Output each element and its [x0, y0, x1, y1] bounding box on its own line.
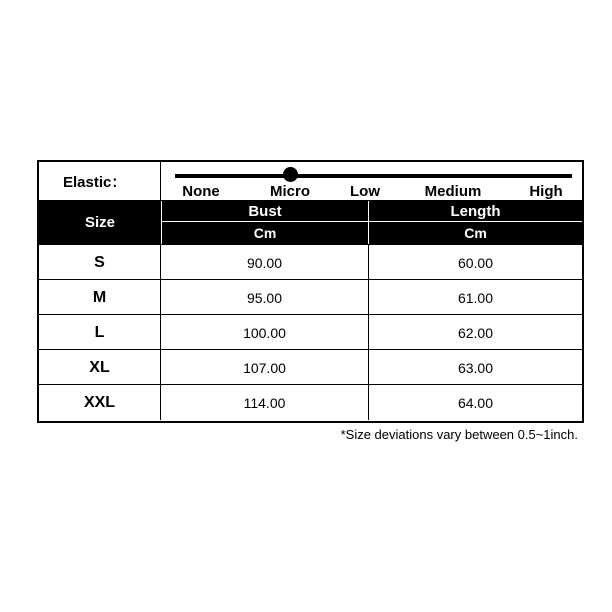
bust-cell: 107.00 [161, 350, 369, 385]
size-chart [37, 160, 584, 423]
size-cell: M [39, 280, 161, 315]
elastic-scale-bar [175, 174, 572, 178]
size-cell: L [39, 315, 161, 350]
length-cell: 60.00 [457, 254, 494, 271]
length-unit: Cm [369, 222, 582, 244]
length-column-header: Length [369, 201, 582, 222]
elastic-label: Elastic： [39, 162, 161, 201]
table-row [39, 349, 582, 385]
table-row [39, 244, 582, 280]
bust-unit: Cm [161, 222, 369, 244]
bust-cell: 90.00 [161, 245, 369, 280]
elastic-scale-indicator [283, 167, 298, 182]
size-deviation-note: *Size deviations vary between 0.5~1inch. [340, 427, 578, 442]
elastic-level-low: Low [350, 183, 380, 200]
elastic-level-micro: Micro [269, 183, 311, 200]
bust-cell: 114.00 [161, 385, 369, 420]
elastic-level-high: High [529, 183, 563, 200]
table-row [39, 384, 582, 420]
elastic-level-none: None [182, 183, 220, 200]
table-row [39, 314, 582, 350]
bust-cell: 100.00 [161, 315, 369, 350]
elastic-scale [161, 162, 582, 201]
size-cell: XXL [39, 385, 161, 420]
length-cell: 62.00 [457, 324, 494, 341]
length-cell: 63.00 [457, 359, 494, 376]
bust-cell: 95.00 [161, 280, 369, 315]
size-cell: XL [39, 350, 161, 385]
bust-column-header: Bust [161, 201, 369, 222]
table-row [39, 279, 582, 315]
elastic-level-medium: Medium [424, 183, 482, 200]
size-column-header: Size [39, 201, 161, 244]
size-cell: S [39, 245, 161, 280]
length-cell: 61.00 [457, 289, 494, 306]
length-cell: 64.00 [457, 394, 494, 411]
